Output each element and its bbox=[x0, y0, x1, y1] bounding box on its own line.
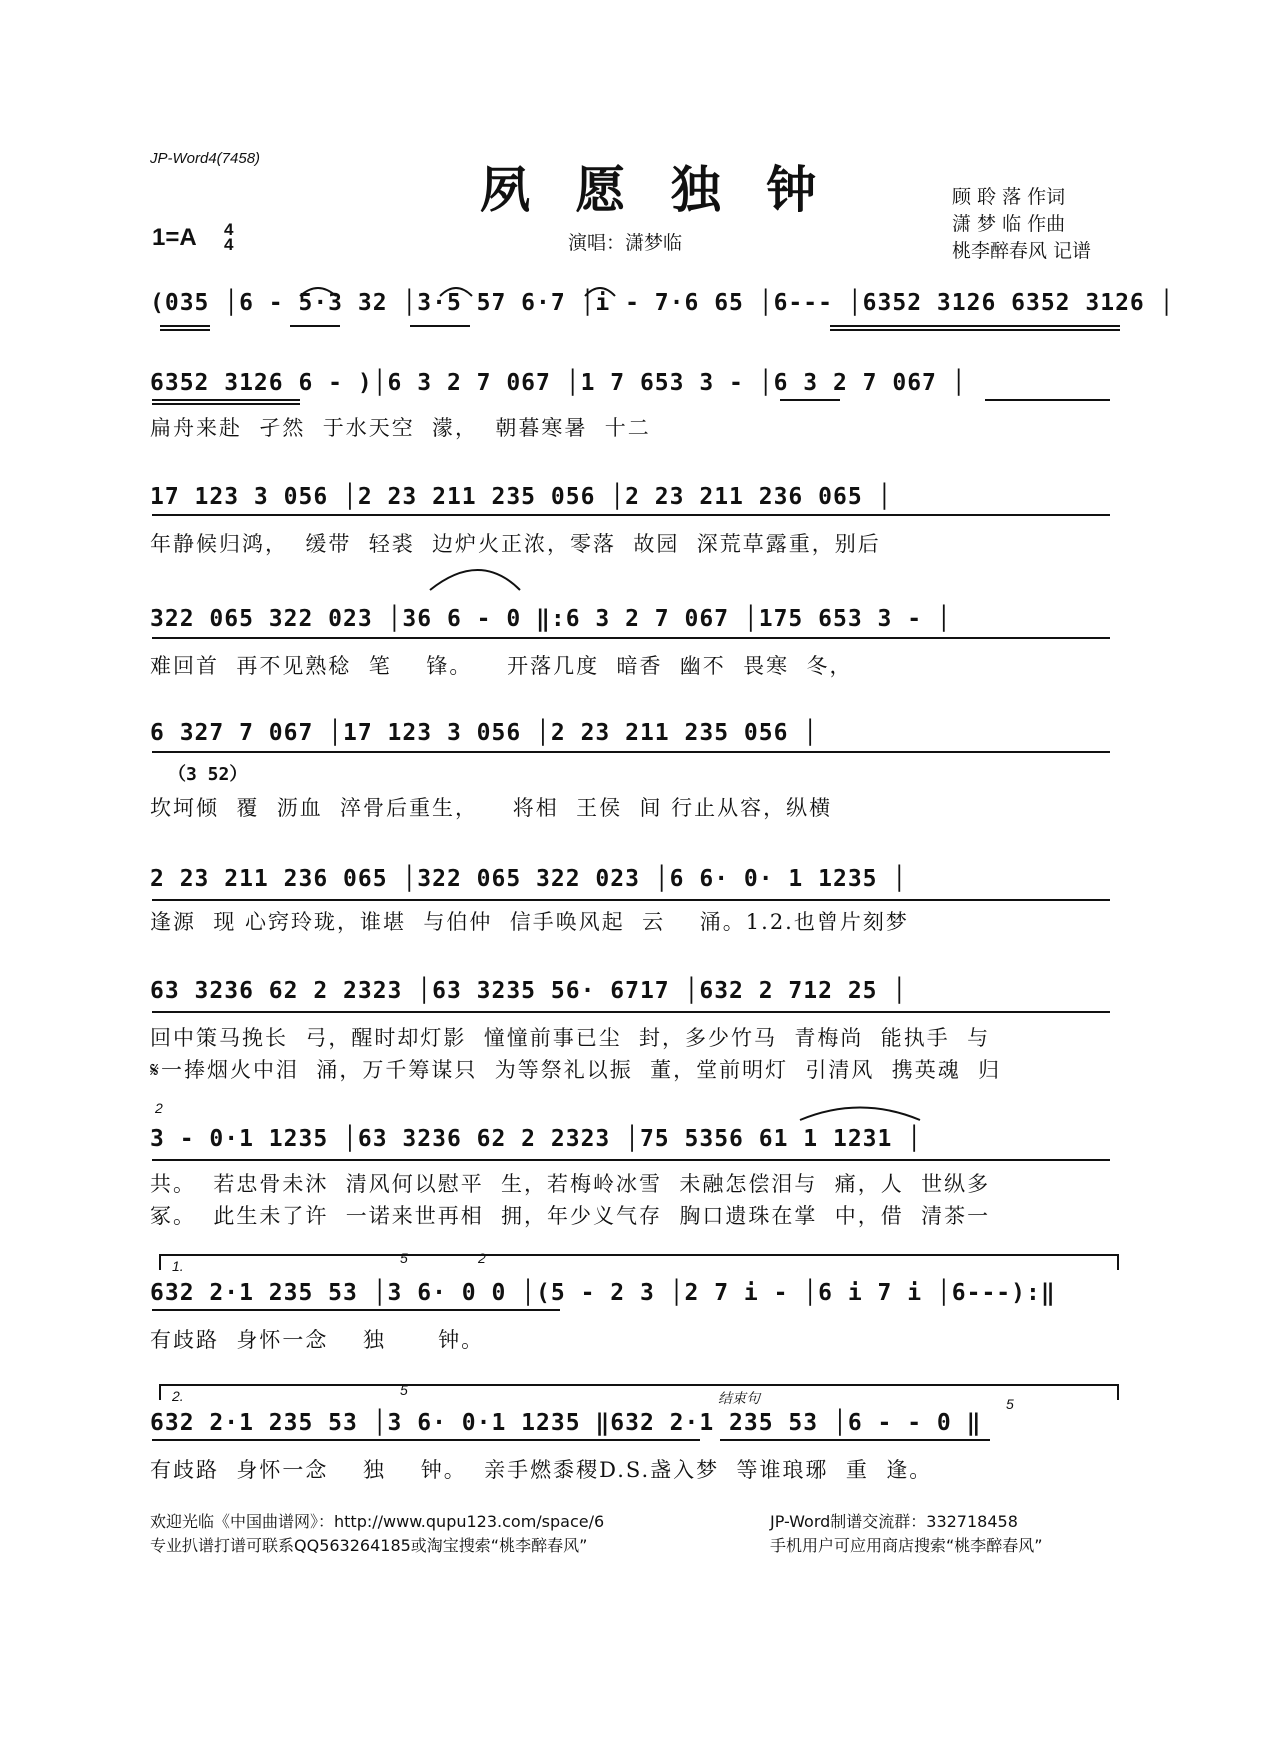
music-line-5: 6 327 7 067 │17 123 3 056 │2 23 211 235 056 │ bbox=[150, 720, 819, 746]
footer-website: 欢迎光临《中国曲谱网》：http://www.qupu123.com/space/6 bbox=[150, 1512, 605, 1531]
music-line-6: 2 23 211 236 065 │322 065 322 023 │6 6· 0· 1 1235 │ bbox=[150, 866, 908, 892]
lyricist-credit: 顾 聆 落 作词 bbox=[952, 186, 1066, 208]
volta-1-label: 1. bbox=[172, 1258, 184, 1274]
music-line-2: 6352 3126 6 - )│6 3 2 7 067 │1 7 653 3 - │6 3 2 7 067 │ bbox=[150, 370, 967, 396]
music-line-9: 632 2·1 235 53 │3 6· 0 0 │(5 - 2 3 │2 7 i - │6 i 7 i │6---):‖ bbox=[150, 1280, 1056, 1306]
music-line-8: 3 - 0·1 1235 │63 3236 62 2 2323 │75 5356 61 1 1231 │ bbox=[150, 1126, 923, 1152]
software-label: JP-Word4(7458) bbox=[150, 150, 261, 167]
singer: 演唱：潇梦临 bbox=[568, 232, 683, 254]
volta-2-label: 2. bbox=[172, 1388, 184, 1404]
lyrics-line-7a: 回中策马挽长 弓，醒时却灯影 憧憧前事已尘 封，多少竹马 青梅尚 能执手 与 bbox=[150, 1026, 991, 1050]
time-signature-top: 4 bbox=[224, 220, 234, 239]
lyrics-line-8a: 共。 若忠骨未沐 清风何以慰平 生，若梅岭冰雪 未融怎偿泪与 痛，人 世纵多 bbox=[150, 1172, 991, 1196]
grace-note: 5 bbox=[400, 1250, 408, 1266]
footer-contact: 专业扒谱打谱可联系QQ563264185或淘宝搜索“桃李醉春风” bbox=[150, 1536, 588, 1555]
lyrics-line-6: 逢源 现 心窍玲珑，谁堪 与伯仲 信手唤风起 云 涌。1.2.也曾片刻梦 bbox=[150, 910, 909, 934]
ending-label: 结束句 bbox=[718, 1390, 760, 1406]
lyrics-line-7b: 𝄋一捧烟火中泪 涌，万千筹谋只 为等祭礼以振 董，堂前明灯 引清风 携英魂 归 bbox=[150, 1058, 1002, 1082]
footer-group: JP-Word制谱交流群：332718458 bbox=[770, 1512, 1018, 1531]
alternate-notes: （3 52） bbox=[168, 764, 248, 785]
time-signature bbox=[224, 222, 233, 252]
grace-note: 2 bbox=[478, 1250, 486, 1266]
music-line-7: 63 3236 62 2 2323 │63 3235 56· 6717 │632 2 712 25 │ bbox=[150, 978, 908, 1004]
music-line-3: 17 123 3 056 │2 23 211 235 056 │2 23 211 236 065 │ bbox=[150, 484, 893, 510]
lyrics-line-8b: 冢。 此生未了许 一诺来世再相 拥，年少义气存 胸口遗珠在掌 中，借 清茶一 bbox=[150, 1204, 991, 1228]
footer-app: 手机用户可应用商店搜索“桃李醉春风” bbox=[770, 1536, 1043, 1555]
music-line-1: (035 │6 - 5·3 32 │3·5 57 6·7 │i - 7·6 65 │6--- │6352 3126 6352 3126 │ bbox=[150, 290, 1175, 316]
music-line-4: 322 065 322 023 │36 6 - 0 ‖:6 3 2 7 067 │175 653 3 - │ bbox=[150, 606, 952, 632]
transcriber-credit: 桃李醉春风 记谱 bbox=[952, 240, 1092, 262]
grace-note: 5 bbox=[400, 1382, 408, 1398]
time-signature-bottom: 4 bbox=[224, 235, 234, 254]
song-title: 夙 愿 独 钟 bbox=[480, 160, 831, 219]
lyrics-line-10: 有歧路 身怀一念 独 钟。 亲手燃黍稷D.S.盏入梦 等谁琅琊 重 逢。 bbox=[150, 1458, 933, 1482]
lyrics-line-3: 年静候归鸿， 缓带 轻裘 边炉火正浓，零落 故园 深荒草露重，别后 bbox=[150, 532, 881, 556]
composer-credit: 潇 梦 临 作曲 bbox=[952, 213, 1066, 235]
lyrics-line-9: 有歧路 身怀一念 独 钟。 bbox=[150, 1328, 485, 1352]
grace-note: 2 bbox=[155, 1100, 163, 1116]
lyrics-line-5: 坎坷倾 覆 沥血 淬骨后重生， 将相 王侯 间 行止从容，纵横 bbox=[150, 796, 833, 820]
music-line-10: 632 2·1 235 53 │3 6· 0·1 1235 ‖632 2·1 235 53 │6 - - 0 ‖ bbox=[150, 1410, 982, 1436]
key-signature: 1=A bbox=[152, 224, 197, 251]
lyrics-line-2: 扁舟来赴 孑然 于水天空 濛， 朝暮寒暑 十二 bbox=[150, 416, 651, 440]
credits bbox=[952, 184, 1091, 265]
grace-note: 5 bbox=[1006, 1396, 1014, 1412]
lyrics-line-4: 难回首 再不见熟稔 笔 锋。 开落几度 暗香 幽不 畏寒 冬， bbox=[150, 654, 853, 678]
